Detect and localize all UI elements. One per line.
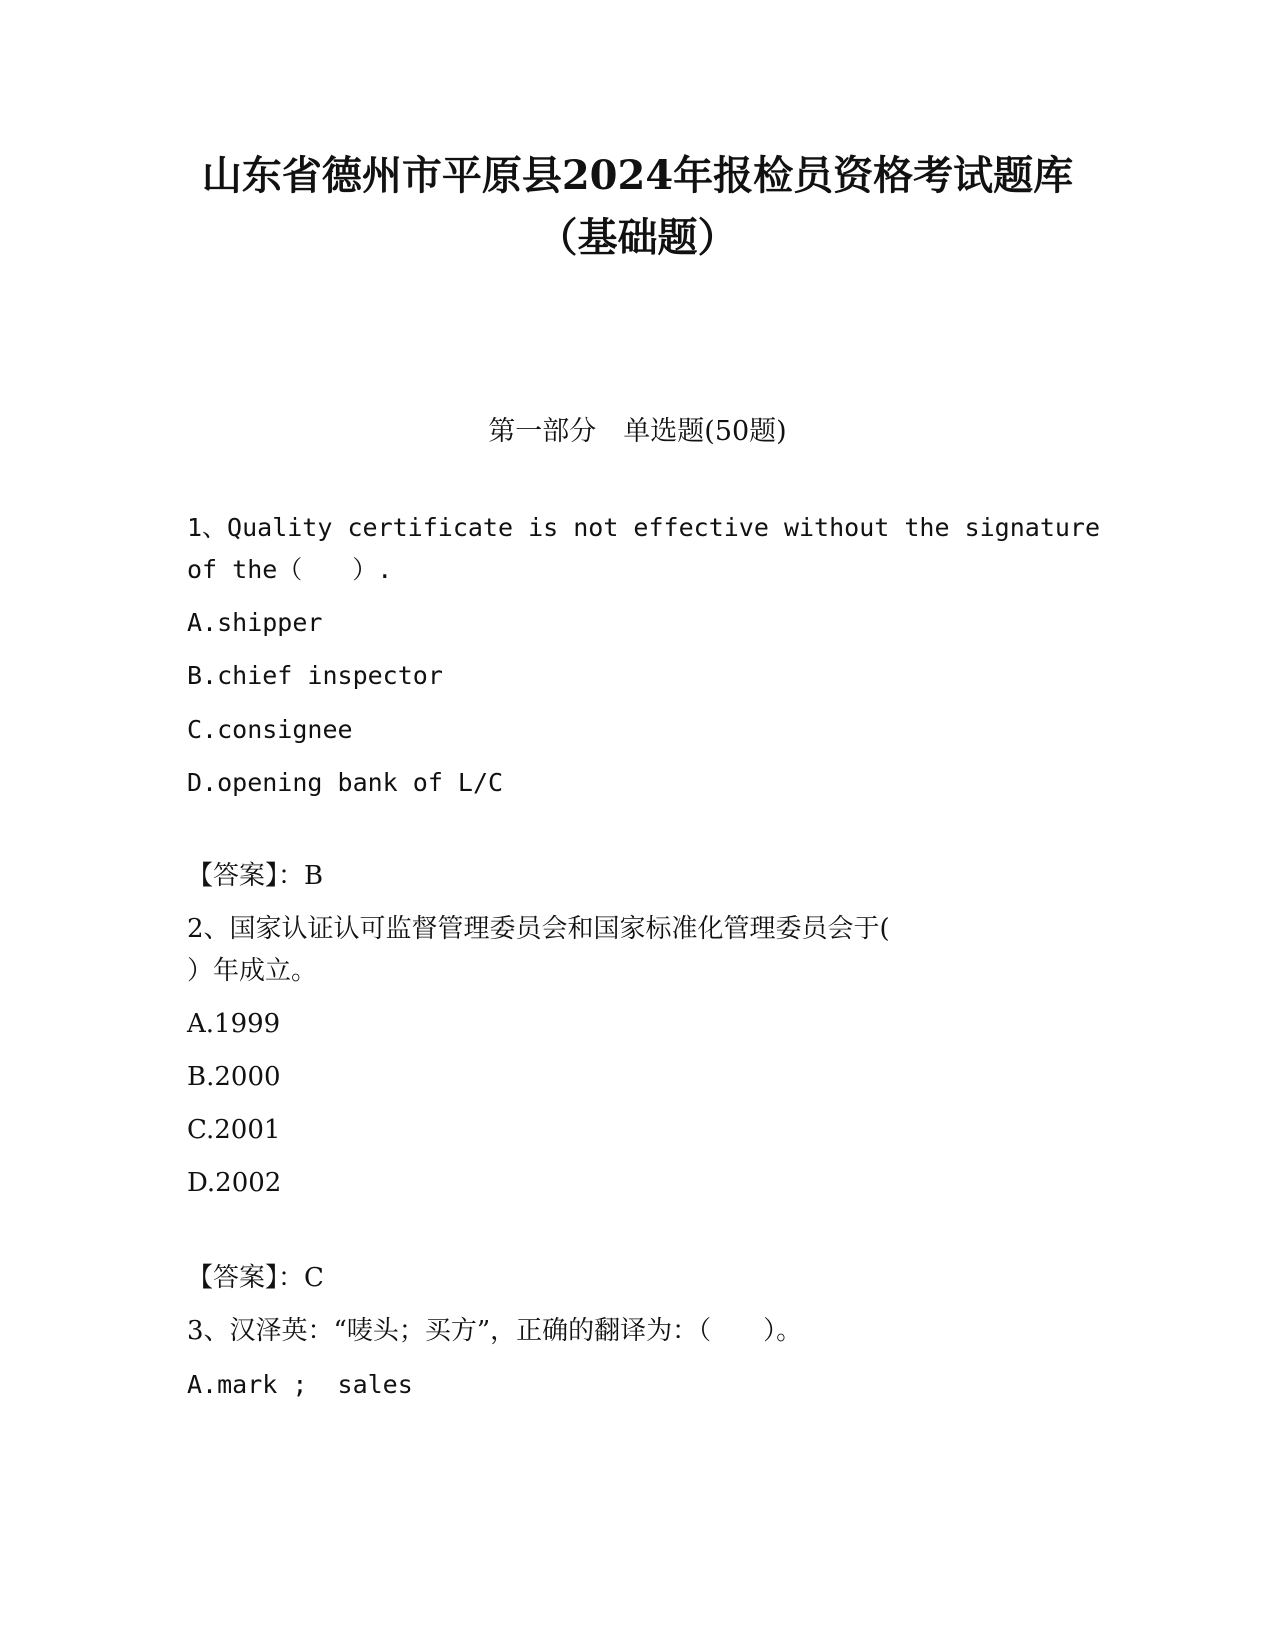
question-2-stem-line-2: ）年成立。 bbox=[187, 956, 318, 986]
question-3-stem-line-1: 3、汉泽英：“唛头；买方”，正确的翻译为：（ ）。 bbox=[187, 1316, 803, 1346]
document-title-line-1: 山东省德州市平原县2024年报检员资格考试题库 bbox=[201, 152, 1074, 199]
question-1-stem-line-1: 1、Quality certificate is not effective without the signature bbox=[187, 513, 1101, 542]
question-1-option-d: D.opening bank of L/C bbox=[187, 768, 504, 797]
section-heading: 第一部分 单选题(50题) bbox=[488, 416, 787, 447]
question-2-answer: 【答案】：C bbox=[187, 1263, 324, 1293]
question-2-option-b: B.2000 bbox=[187, 1062, 281, 1092]
question-1-answer: 【答案】：B bbox=[187, 861, 324, 891]
question-1-option-a: A.shipper bbox=[187, 608, 323, 637]
question-2-option-c: C.2001 bbox=[187, 1115, 281, 1145]
question-2-option-d: D.2002 bbox=[187, 1168, 282, 1198]
document-title-line-2: （基础题） bbox=[537, 214, 738, 261]
question-2-stem-line-1: 2、国家认证认可监督管理委员会和国家标准化管理委员会于( bbox=[187, 914, 890, 944]
question-1-stem-line-2: of the（ ）. bbox=[187, 555, 393, 584]
question-1-option-b: B.chief inspector bbox=[187, 661, 443, 690]
question-2-option-a: A.1999 bbox=[187, 1009, 281, 1039]
question-3-option-a: A.mark ; sales bbox=[187, 1370, 413, 1399]
question-1-option-c: C.consignee bbox=[187, 715, 353, 744]
